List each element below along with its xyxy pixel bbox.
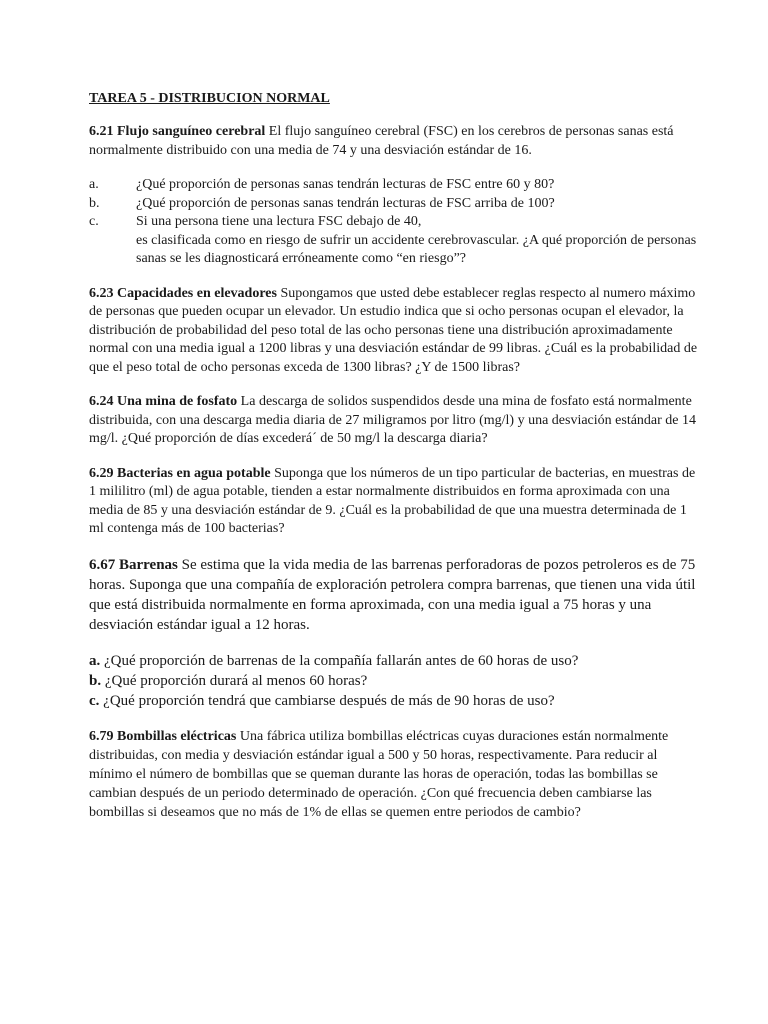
- question-marker: a.: [89, 652, 101, 669]
- problem-text: Supongamos que usted debe establecer reglas respecto al numero máximo de personas que pueden ocupar un elevador. Un estudio indica que si ocho personas ocupan el elevador, la distribución de probabilidad del peso total de las ocho personas tiene una distribución aproximadamente normal con una media igual a 1200 libras y una desviación estándar de 99 libras. ¿Cuál es la probabilidad de que el peso total de ocho personas exceda de 1300 libras? ¿Y de 1500 libras?: [89, 285, 698, 375]
- problem-text: La descarga de solidos suspendidos desde una mina de fosfato está normalmente distribuida, con una descarga media diaria de 27 miligramos por litro (mg/l) y una desviación estándar de 14 mg/l. ¿Qué proporción de días excederá´ de 50 mg/l la descarga diaria?: [89, 394, 697, 446]
- question-text: ¿Qué proporción de personas sanas tendrán lecturas de FSC arriba de 100?: [136, 195, 555, 211]
- problem-6-23: [89, 285, 701, 378]
- problem-text: Una fábrica utiliza bombillas eléctricas cuyas duraciones están normalmente distribuidas, con media y desviación estándar igual a 500 y 50 horas, respectivamente. Para reducir al mínimo el número de bombillas que se queman durante las horas de operación, todas las bombillas se cambian después de un periodo determinado de operación. ¿Con qué frecuencia deben cambiarse las bombillas si deseamos que no más de 1% de ellas se quemen entre periodos de cambio?: [89, 728, 669, 820]
- question-item: [89, 651, 701, 671]
- problem-heading: Capacidades en elevadores: [117, 285, 277, 301]
- question-item: [89, 213, 701, 269]
- problem-text: El flujo sanguíneo cerebral (FSC) en los cerebros de personas sanas está normalmente distribuido con una media de 74 y una desviación estándar de 16.: [89, 124, 674, 158]
- problem-6-21: [89, 123, 701, 160]
- problem-number: 6.23: [89, 285, 114, 301]
- problem-6-67-questions: [89, 651, 701, 711]
- question-item: [89, 176, 701, 195]
- problem-6-24: [89, 393, 701, 449]
- problem-6-67: [89, 555, 701, 635]
- question-text: ¿Qué proporción de barrenas de la compañía fallarán antes de 60 horas de uso?: [100, 652, 579, 669]
- problem-text: Se estima que la vida media de las barrenas perforadoras de pozos petroleros es de 75 horas. Suponga que una compañía de exploración petrolera compra barrenas, que tienen una vida útil que está distribuida normalmente en forma aproximada, con una media igual a 75 horas y una desviación estándar igual a 12 horas.: [89, 556, 696, 633]
- question-marker: b.: [89, 672, 102, 689]
- problem-6-79: [89, 727, 701, 822]
- problem-number: 6.79: [89, 728, 114, 744]
- problem-heading: Flujo sanguíneo cerebral: [117, 124, 266, 139]
- question-marker: c.: [89, 692, 100, 709]
- question-item: [89, 691, 701, 711]
- problem-text: Suponga que los números de un tipo particular de bacterias, en muestras de 1 mililitro (ml) de agua potable, tienden a estar normalmente distribuidos en forma aproximada con una media de 85 y una desviación estándar de 9. ¿Cuál es la probabilidad de que una muestra determinada de 1 ml contenga más de 100 bacterias?: [89, 465, 696, 536]
- question-marker: a.: [89, 177, 99, 192]
- document-content: [89, 91, 701, 838]
- problem-heading: Barrenas: [119, 556, 178, 573]
- problem-heading: Bacterias en agua potable: [117, 465, 271, 481]
- document-title: TAREA 5 - DISTRIBUCION NORMAL: [89, 91, 330, 106]
- problem-6-29: [89, 465, 701, 539]
- question-marker: c.: [89, 214, 99, 229]
- problem-number: 6.21: [89, 124, 114, 139]
- problem-number: 6.67: [89, 556, 116, 573]
- question-text: Si una persona tiene una lectura FSC debajo de 40,: [136, 214, 422, 229]
- question-text-continued: es clasificada como en riesgo de sufrir un accidente cerebrovascular. ¿A qué proporción de personas sanas se les diagnosticará erróneamente como “en riesgo”?: [136, 232, 697, 266]
- problem-heading: Bombillas eléctricas: [117, 728, 237, 744]
- question-item: [89, 195, 701, 214]
- problem-heading: Una mina de fosfato: [117, 394, 238, 409]
- problem-number: 6.29: [89, 465, 114, 481]
- problem-number: 6.24: [89, 394, 114, 409]
- question-text-block: [136, 213, 701, 269]
- question-marker: b.: [89, 195, 100, 211]
- question-text: ¿Qué proporción tendrá que cambiarse después de más de 90 horas de uso?: [99, 692, 555, 709]
- problem-6-21-questions: [89, 176, 701, 269]
- question-text: ¿Qué proporción durará al menos 60 horas?: [101, 672, 368, 689]
- question-item: [89, 671, 701, 691]
- question-text: ¿Qué proporción de personas sanas tendrán lecturas de FSC entre 60 y 80?: [136, 177, 555, 192]
